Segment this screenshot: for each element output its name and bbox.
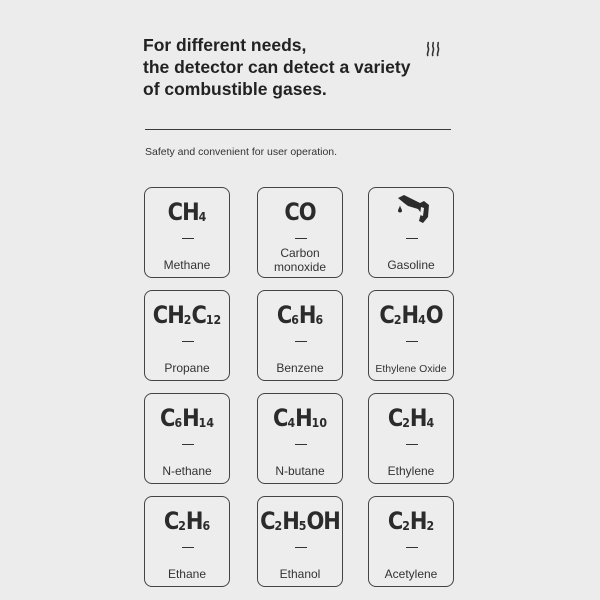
gas-formula: $C_6H_{14}$ <box>160 404 214 432</box>
fuel-nozzle-icon <box>394 193 434 227</box>
separator-dash <box>182 444 194 445</box>
headline <box>143 34 410 100</box>
gas-name: Benzene <box>276 361 324 375</box>
separator-dash <box>295 547 307 548</box>
gas-name: N-ethane <box>162 464 212 478</box>
gas-formula: CO <box>284 198 316 226</box>
gas-card <box>257 496 343 587</box>
separator-dash <box>406 547 418 548</box>
headline-line-2: the detector can detect a variety <box>143 57 411 77</box>
headline-line-1: For different needs, <box>143 35 307 55</box>
gas-formula: $C_6H_6$ <box>276 301 324 329</box>
separator-dash <box>406 341 418 342</box>
gas-formula: $C_2H_4$ <box>387 404 435 432</box>
divider <box>145 129 451 130</box>
gas-card <box>144 290 230 381</box>
gas-card <box>144 187 230 278</box>
gas-card <box>144 393 230 484</box>
subtitle: Safety and convenient for user operation. <box>145 146 338 158</box>
gas-formula: $CH_4$ <box>167 198 207 226</box>
gas-name: N-butane <box>275 464 325 478</box>
separator-dash <box>295 238 307 239</box>
gas-formula: $C_2H_4O$ <box>379 301 443 329</box>
separator-dash <box>295 341 307 342</box>
gas-card <box>368 496 454 587</box>
gas-name: Acetylene <box>384 567 438 581</box>
gas-name: Ethylene Oxide <box>375 363 447 375</box>
gas-card <box>257 393 343 484</box>
gas-name: Ethylene <box>387 464 435 478</box>
gas-name: Ethane <box>167 567 207 581</box>
separator-dash <box>295 444 307 445</box>
gas-formula: $C_2H_2$ <box>387 507 435 535</box>
gas-formula: $C_2H_6$ <box>163 507 211 535</box>
gas-name: Ethanol <box>279 567 321 581</box>
gas-card <box>368 187 454 278</box>
gas-name: Gasoline <box>387 258 435 272</box>
gas-name: Carbon monoxide <box>273 246 327 274</box>
gas-name: Propane <box>164 361 210 375</box>
separator-dash <box>182 238 194 239</box>
gas-card <box>368 393 454 484</box>
gas-card <box>257 290 343 381</box>
separator-dash <box>406 238 418 239</box>
headline-line-3: of combustible gases. <box>143 79 327 99</box>
gas-card <box>257 187 343 278</box>
gas-card <box>368 290 454 381</box>
separator-dash <box>182 341 194 342</box>
gas-card <box>144 496 230 587</box>
separator-dash <box>182 547 194 548</box>
gas-formula: $CH_2C_{12}$ <box>152 301 222 329</box>
gas-name: Methane <box>163 258 211 272</box>
gas-formula: $C_2H_5OH$ <box>260 507 340 535</box>
separator-dash <box>406 444 418 445</box>
steam-icon <box>424 41 442 59</box>
gas-formula: $C_4H_{10}$ <box>273 404 327 432</box>
